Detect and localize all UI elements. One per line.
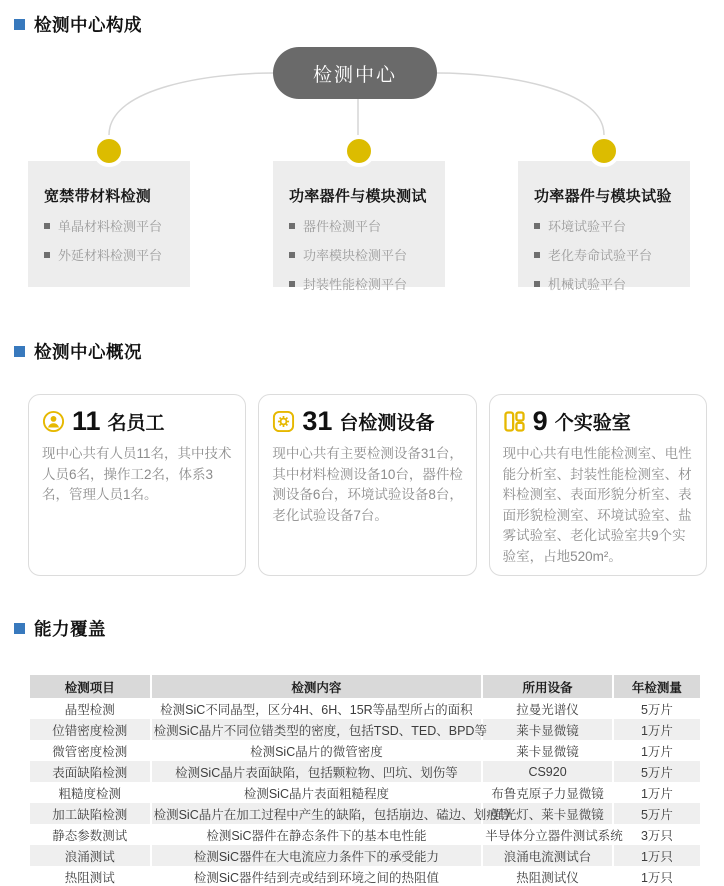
branch-node-dot-icon xyxy=(93,135,125,167)
section-header-capability xyxy=(14,616,724,641)
table-cell: 1万只 xyxy=(613,845,700,866)
table-cell: 1万片 xyxy=(613,719,700,740)
table-header-cell: 检测内容 xyxy=(151,675,483,698)
section-header-structure xyxy=(14,0,724,37)
overview-cards xyxy=(28,394,707,576)
overview-card xyxy=(258,394,476,576)
branch-item xyxy=(289,274,435,293)
overview-card xyxy=(28,394,246,576)
branch-item-list xyxy=(289,216,435,293)
section-title-structure: 检测中心构成 xyxy=(34,15,142,35)
branch-item-list xyxy=(44,216,180,264)
table-cell: 检测SiC晶片的微管密度 xyxy=(151,740,483,761)
table-cell: 检测SiC晶片表面粗糙程度 xyxy=(151,782,483,803)
branch-item-label: 机械试验平台 xyxy=(548,277,627,292)
table-cell: 浪涌电流测试台 xyxy=(482,845,613,866)
table-header-cell: 年检测量 xyxy=(613,675,700,698)
branch-item xyxy=(289,245,435,264)
square-bullet-icon xyxy=(44,223,50,229)
section-title-capability: 能力覆盖 xyxy=(34,619,106,640)
table-cell: 检测SiC器件结到壳或结到环境之间的热阻值 xyxy=(151,866,483,886)
branch-item-label: 封装性能检测平台 xyxy=(303,277,408,292)
table-cell: 强光灯、莱卡显微镜 xyxy=(482,803,613,824)
table-row xyxy=(30,761,700,782)
table-header-cell: 所用设备 xyxy=(482,675,613,698)
table-cell: 检测SiC器件在大电流应力条件下的承受能力 xyxy=(151,845,483,866)
table-cell: 检测SiC晶片在加工过程中产生的缺陷，包括崩边、磕边、划痕等 xyxy=(151,803,483,824)
branch-item xyxy=(44,216,180,235)
table-cell: 检测SiC不同晶型，区分4H、6H、15R等晶型所占的面积 xyxy=(151,698,483,719)
table-cell: 浪涌测试 xyxy=(64,849,115,864)
branch-item xyxy=(534,245,680,264)
table-row xyxy=(30,845,700,866)
table-cell: 粗糙度检测 xyxy=(58,786,122,801)
square-bullet-icon xyxy=(44,252,50,258)
table-cell: 检测SiC器件在静态条件下的基本电性能 xyxy=(151,824,483,845)
square-bullet-icon xyxy=(534,252,540,258)
overview-card xyxy=(489,394,707,576)
table-cell: 检测SiC晶片表面缺陷，包括颗粒物、凹坑、划伤等 xyxy=(151,761,483,782)
square-bullet-icon xyxy=(289,223,295,229)
table-row xyxy=(30,824,700,845)
square-bullet-icon xyxy=(289,252,295,258)
branch-node-dot-icon xyxy=(343,135,375,167)
card-number: 9 xyxy=(532,406,548,436)
branch-box xyxy=(518,161,690,292)
table-cell: 表面缺陷检测 xyxy=(52,765,128,780)
section-title-overview: 检测中心概况 xyxy=(34,342,142,362)
branch-item-label: 器件检测平台 xyxy=(303,219,382,234)
org-chart xyxy=(0,39,724,301)
card-header xyxy=(42,408,233,435)
table-header-row xyxy=(30,675,700,698)
card-header xyxy=(272,408,463,435)
table-cell: 微管密度检测 xyxy=(52,744,128,759)
card-number: 11 xyxy=(72,406,101,436)
table-cell: 5万片 xyxy=(613,803,700,824)
square-bullet-icon xyxy=(289,281,295,287)
branch-item-list xyxy=(534,216,680,293)
table-cell: 3万只 xyxy=(613,824,700,845)
card-description: 现中心共有电性能检测室、电性能分析室、封装性能检测室、材料检测室、表面形貌分析室、表面形貌检测室、环境试验室、盐雾试验室、老化试验室共9个实验室，占地520m²。 xyxy=(502,446,692,564)
capability-table xyxy=(30,675,700,886)
branch-node-dot-icon xyxy=(588,135,620,167)
table-cell: 半导体分立器件测试系统 xyxy=(482,824,613,845)
branch-item xyxy=(534,274,680,293)
table-cell: 5万片 xyxy=(613,698,700,719)
table-cell: 莱卡显微镜 xyxy=(482,719,613,740)
table-row xyxy=(30,803,700,824)
table-cell: 布鲁克原子力显微镜 xyxy=(482,782,613,803)
table-cell: 检测SiC晶片不同位错类型的密度，包括TSD、TED、BPD等 xyxy=(151,719,483,740)
section-bullet-icon xyxy=(14,346,25,357)
table-cell: 热阻测试 xyxy=(64,870,115,885)
table-cell: 1万片 xyxy=(613,782,700,803)
card-description: 现中心共有主要检测设备31台，其中材料检测设备10台，器件检测设备6台，环境试验设备8台，老化试验设备7台。 xyxy=(272,446,463,523)
branch-item-label: 单晶材料检测平台 xyxy=(58,219,163,234)
branch-box xyxy=(28,161,190,287)
branch-title: 宽禁带材料检测 xyxy=(44,188,152,205)
table-cell: CS920 xyxy=(482,761,613,782)
branch-item xyxy=(534,216,680,235)
branch-title: 功率器件与模块试验 xyxy=(534,188,672,205)
branch-box xyxy=(273,161,445,292)
org-root-node: 检测中心 xyxy=(273,47,437,99)
table-cell: 1万片 xyxy=(613,740,700,761)
table-cell: 静态参数测试 xyxy=(52,828,128,843)
table-cell: 位错密度检测 xyxy=(52,723,128,738)
table-row xyxy=(30,866,700,886)
table-row xyxy=(30,698,700,719)
gear-icon xyxy=(272,410,295,433)
card-unit-label: 名员工 xyxy=(107,413,165,434)
branch-title: 功率器件与模块测试 xyxy=(289,188,427,205)
table-cell: 1万只 xyxy=(613,866,700,886)
table-cell: 莱卡显微镜 xyxy=(482,740,613,761)
table-cell: 加工缺陷检测 xyxy=(52,807,128,822)
table-row xyxy=(30,719,700,740)
table-cell: 热阻测试仪 xyxy=(482,866,613,886)
table-row xyxy=(30,782,700,803)
square-bullet-icon xyxy=(534,281,540,287)
section-header-overview xyxy=(14,339,724,364)
card-header xyxy=(503,408,694,435)
branch-item-label: 老化寿命试验平台 xyxy=(548,248,653,263)
card-unit-label: 台检测设备 xyxy=(339,413,435,434)
lab-rooms-icon xyxy=(503,410,526,433)
table-cell: 晶型检测 xyxy=(64,702,115,717)
branch-item xyxy=(289,216,435,235)
branch-item-label: 功率模块检测平台 xyxy=(303,248,408,263)
section-bullet-icon xyxy=(14,623,25,634)
branch-item xyxy=(44,245,180,264)
branch-item-label: 外延材料检测平台 xyxy=(58,248,163,263)
card-unit-label: 个实验室 xyxy=(554,413,631,434)
table-row xyxy=(30,740,700,761)
square-bullet-icon xyxy=(534,223,540,229)
card-number: 31 xyxy=(302,406,333,436)
section-bullet-icon xyxy=(14,19,25,30)
card-description: 现中心共有人员11名，其中技术人员6名，操作工2名，体系3名，管理人员1名。 xyxy=(42,446,232,503)
user-icon xyxy=(42,410,65,433)
table-cell: 拉曼光谱仪 xyxy=(482,698,613,719)
table-cell: 5万片 xyxy=(613,761,700,782)
table-header-cell: 检测项目 xyxy=(30,675,151,698)
branch-item-label: 环境试验平台 xyxy=(548,219,627,234)
